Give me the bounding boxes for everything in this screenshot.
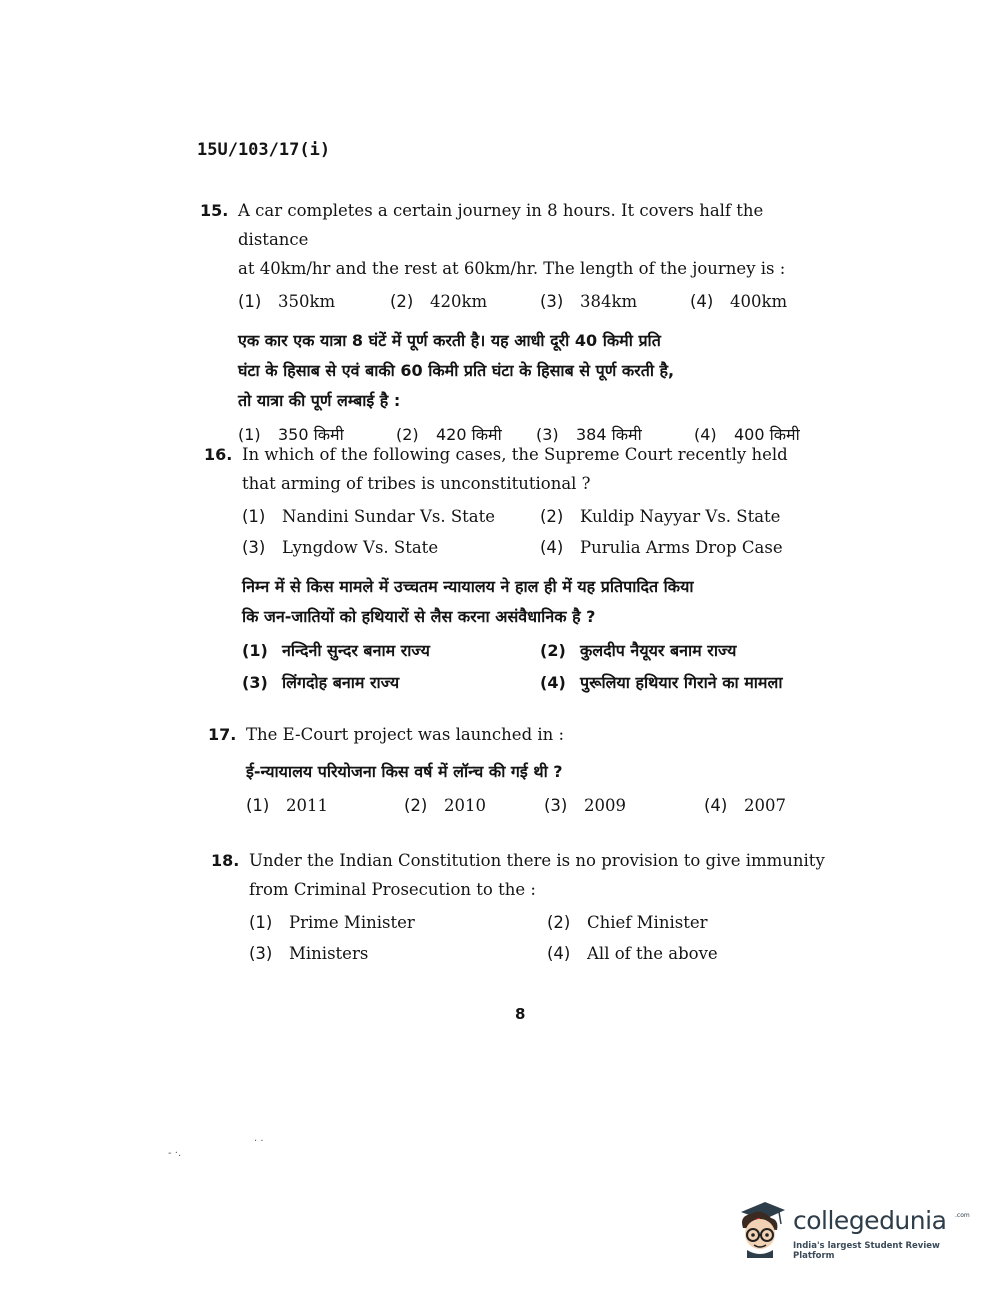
option-number: (4) (540, 538, 564, 557)
option-text: Nandini Sundar Vs. State (282, 507, 496, 526)
question-text-line: In which of the following cases, the Supreme Court recently held (242, 445, 788, 464)
question-text-line: that arming of tribes is unconstitutional ? (242, 474, 591, 493)
logo-wordmark: collegedunia (793, 1206, 947, 1235)
option-number: (4) (540, 673, 566, 692)
option-text: 400 किमी (734, 425, 800, 444)
option (690, 287, 787, 316)
option (547, 939, 847, 968)
scan-speck: - ·. (168, 1148, 182, 1159)
option-text: 350km (278, 292, 336, 311)
option-text: कुलदीप नैयूयर बनाम राज्य (580, 641, 737, 660)
option-number: (3) (544, 796, 568, 815)
question-number: 18. (211, 851, 240, 870)
hindi-line: ई-न्यायालय परियोजना किस वर्ष में लॉन्च की गई थी ? (246, 762, 563, 781)
scan-speck: · · (254, 1136, 264, 1147)
option-number: (2) (540, 507, 564, 526)
option-text: पुरूलिया हथियार गिराने का मामला (580, 673, 783, 692)
hindi-text (238, 326, 838, 450)
option (540, 636, 840, 666)
option-text: 2010 (444, 796, 486, 815)
hindi-line: तो यात्रा की पूर्ण लम्बाई है : (238, 391, 401, 410)
option-text: All of the above (587, 944, 718, 963)
option-text: Chief Minister (587, 913, 708, 932)
collegedunia-logo[interactable] (735, 1198, 970, 1264)
option (242, 636, 540, 666)
option (540, 533, 840, 562)
hindi-line: कि जन-जातियों को हथियारों से लैस करना असंवैधानिक है ? (242, 607, 596, 626)
mascot-graduate-icon (735, 1198, 787, 1258)
page-number: 8 (515, 1005, 526, 1023)
option-number: (4) (694, 425, 717, 444)
option-text: 384km (580, 292, 638, 311)
option (242, 668, 540, 698)
hindi-line: निम्न में से किस मामले में उच्चतम न्यायालय ने हाल ही में यह प्रतिपादित किया (242, 577, 694, 596)
option-number: (2) (404, 796, 428, 815)
paper-code: 15U/103/17(i) (197, 140, 331, 160)
hindi-options-grid (242, 636, 842, 698)
logo-tagline: India's largest Student Review Platform (793, 1241, 940, 1261)
option-number: (1) (242, 507, 266, 526)
option-number: (3) (536, 425, 559, 444)
option (249, 908, 547, 937)
option-number: (1) (249, 913, 273, 932)
option (544, 791, 704, 820)
option-text: 400km (730, 292, 788, 311)
options-grid (242, 502, 842, 562)
option-number: (2) (390, 292, 414, 311)
option-text: 384 किमी (576, 425, 642, 444)
option-text: 2011 (286, 796, 328, 815)
option-text: 420km (430, 292, 488, 311)
option (390, 287, 540, 316)
option (704, 791, 786, 820)
option-number: (4) (547, 944, 571, 963)
question-text-line: from Criminal Prosecution to the : (249, 880, 536, 899)
options-grid (249, 908, 849, 968)
option-number: (1) (238, 425, 261, 444)
option-number: (4) (690, 292, 714, 311)
question-number: 17. (208, 725, 237, 744)
option-text: Kuldip Nayyar Vs. State (580, 507, 781, 526)
option-text: लिंगदोह बनाम राज्य (282, 673, 400, 692)
option-number: (1) (238, 292, 262, 311)
option-number: (2) (540, 641, 566, 660)
question-number: 16. (204, 445, 233, 464)
question-number: 15. (200, 201, 229, 220)
option-number: (3) (242, 673, 268, 692)
option-text: Purulia Arms Drop Case (580, 538, 783, 557)
option (238, 287, 390, 316)
option-number: (2) (547, 913, 571, 932)
option (540, 668, 840, 698)
question-text-line: A car completes a certain journey in 8 hours. It covers half the distance (238, 201, 764, 249)
question-15 (200, 196, 838, 450)
hindi-line: एक कार एक यात्रा 8 घंटें में पूर्ण करती है। यह आधी दूरी 40 किमी प्रति (238, 331, 661, 350)
option-text: नन्दिनी सुन्दर बनाम राज्य (282, 641, 430, 660)
option-text: 350 किमी (278, 425, 344, 444)
option (242, 533, 540, 562)
option-text: Ministers (289, 944, 369, 963)
options-row (246, 791, 846, 820)
option-number: (3) (540, 292, 564, 311)
option (540, 287, 690, 316)
option-text: Lyngdow Vs. State (282, 538, 439, 557)
option (547, 908, 847, 937)
option-number: (2) (396, 425, 419, 444)
question-16 (204, 440, 842, 698)
option-number: (3) (242, 538, 266, 557)
option-text: Prime Minister (289, 913, 415, 932)
option-text: 2009 (584, 796, 626, 815)
option (246, 791, 404, 820)
option-text: 420 किमी (436, 425, 502, 444)
option-number: (4) (704, 796, 728, 815)
logo-dotcom: .com (955, 1212, 970, 1219)
question-text-line: at 40km/hr and the rest at 60km/hr. The length of the journey is : (238, 259, 786, 278)
option (540, 502, 840, 531)
option (249, 939, 547, 968)
option-number: (1) (242, 641, 268, 660)
hindi-line: घंटा के हिसाब से एवं बाकी 60 किमी प्रति घंटा के हिसाब से पूर्ण करती है, (238, 361, 675, 380)
hindi-text (242, 572, 842, 698)
question-18 (211, 846, 849, 968)
question-17 (208, 720, 846, 820)
option (242, 502, 540, 531)
option-number: (3) (249, 944, 273, 963)
option-number: (1) (246, 796, 270, 815)
option (404, 791, 544, 820)
question-text-line: Under the Indian Constitution there is no provision to give immunity (249, 851, 825, 870)
question-text-line: The E-Court project was launched in : (246, 725, 565, 744)
options-row (238, 287, 838, 316)
option-text: 2007 (744, 796, 786, 815)
